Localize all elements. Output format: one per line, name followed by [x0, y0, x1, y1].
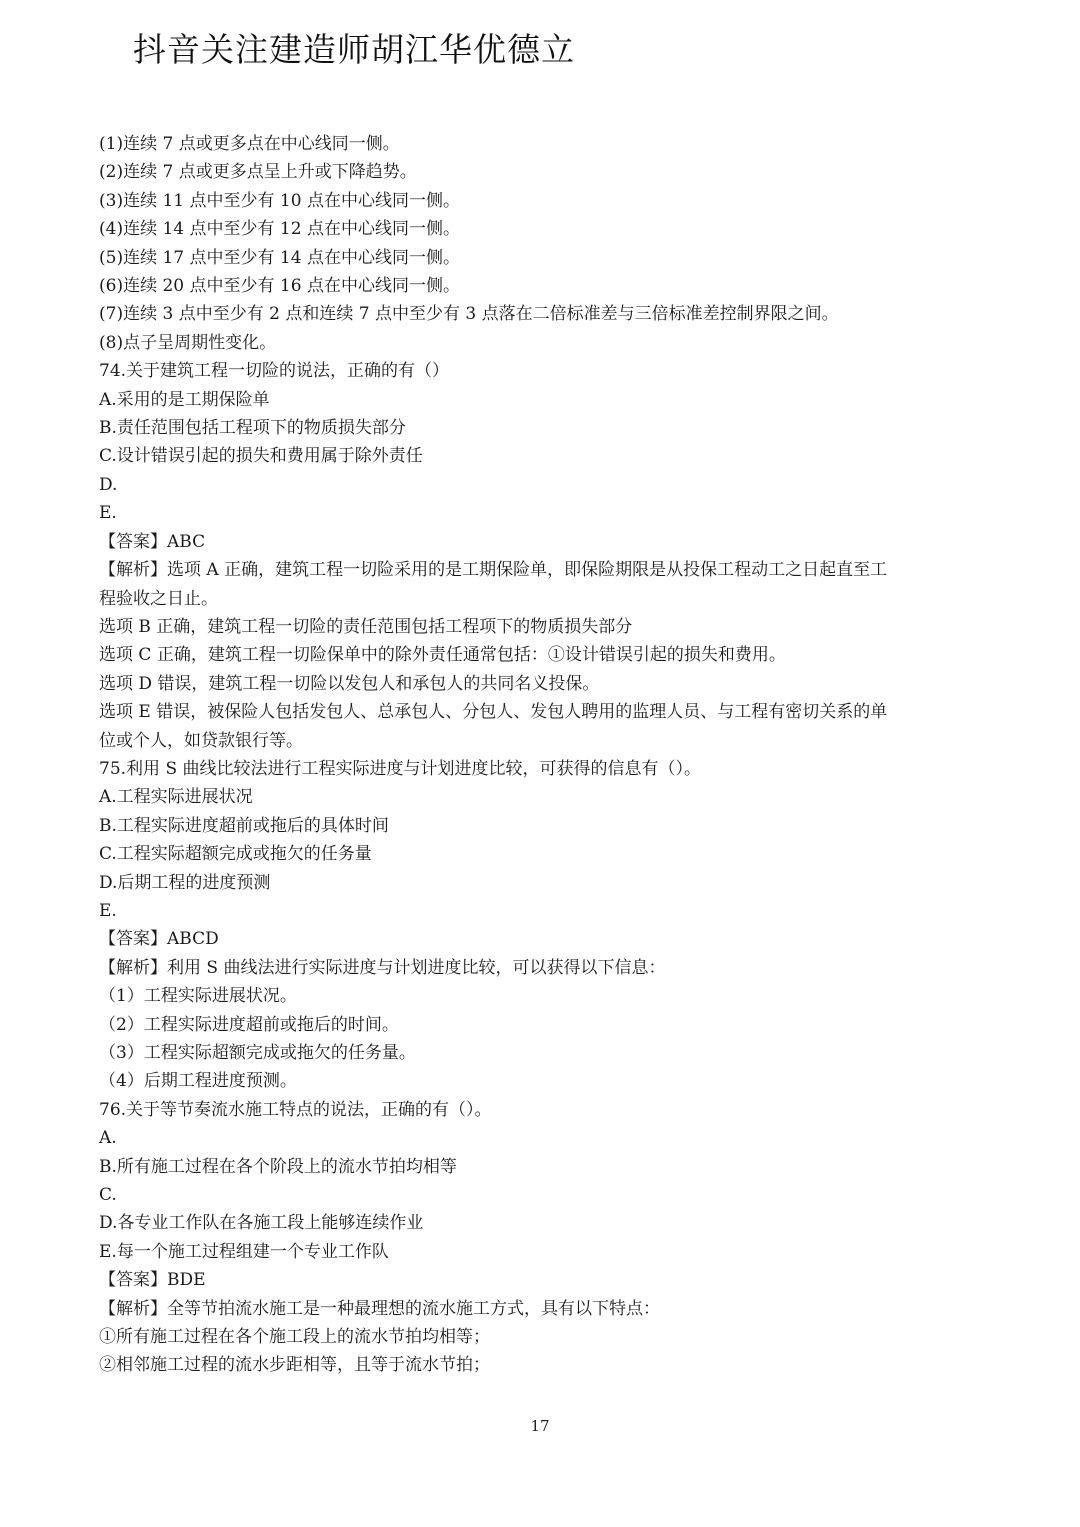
option-line: C.: [99, 1185, 117, 1206]
analysis-line: 【解析】选项 A 正确，建筑工程一切险采用的是工期保险单，即保险期限是从投保工程动工之日起直至工: [99, 560, 888, 581]
document-body: [99, 130, 989, 1380]
analysis-line: 位或个人，如贷款银行等。: [99, 730, 303, 751]
analysis-line: （2）工程实际进度超前或拖后的时间。: [99, 1014, 399, 1035]
option-line: A.工程实际进展状况: [99, 787, 253, 808]
option-line: A.: [99, 1128, 117, 1149]
option-line: B.所有施工过程在各个阶段上的流水节拍均相等: [99, 1156, 457, 1177]
option-line: B.责任范围包括工程项下的物质损失部分: [99, 418, 406, 439]
option-line: D.各专业工作队在各施工段上能够连续作业: [99, 1213, 424, 1234]
answer-line: 【答案】BDE: [99, 1270, 206, 1291]
text-line: (2)连续 7 点或更多点呈上升或下降趋势。: [99, 162, 417, 183]
text-line: (4)连续 14 点中至少有 12 点在中心线同一侧。: [99, 219, 460, 240]
option-line: D.: [99, 474, 118, 495]
answer-line: 【答案】ABC: [99, 531, 206, 552]
analysis-line: 程验收之日止。: [99, 588, 218, 609]
text-line: (3)连续 11 点中至少有 10 点在中心线同一侧。: [99, 190, 460, 211]
option-line: C.工程实际超额完成或拖欠的任务量: [99, 844, 372, 865]
analysis-line: 选项 E 错误，被保险人包括发包人、总承包人、分包人、发包人聘用的监理人员、与工程有密切关系的单: [99, 702, 888, 723]
analysis-line: 选项 D 错误，建筑工程一切险以发包人和承包人的共同名义投保。: [99, 673, 600, 694]
analysis-line: （4）后期工程进度预测。: [99, 1071, 297, 1092]
option-line: E.: [99, 900, 117, 921]
text-line: (6)连续 20 点中至少有 16 点在中心线同一侧。: [99, 276, 460, 297]
analysis-line: 【解析】利用 S 曲线法进行实际进度与计划进度比较，可以获得以下信息：: [99, 957, 666, 978]
question-76-stem: 76.关于等节奏流水施工特点的说法，正确的有（）。: [99, 1099, 492, 1120]
option-line: C.设计错误引起的损失和费用属于除外责任: [99, 446, 423, 467]
text-line: (8)点子呈周期性变化。: [99, 332, 277, 353]
page-number: 17: [530, 1417, 550, 1435]
option-line: D.后期工程的进度预测: [99, 872, 271, 893]
option-line: E.: [99, 503, 117, 524]
question-75-stem: 75.利用 S 曲线比较法进行工程实际进度与计划进度比较，可获得的信息有（）。: [99, 758, 701, 779]
answer-line: 【答案】ABCD: [99, 929, 219, 950]
question-74-stem: 74.关于建筑工程一切险的说法，正确的有（）: [99, 361, 450, 382]
analysis-line: （1）工程实际进展状况。: [99, 986, 297, 1007]
analysis-line: （3）工程实际超额完成或拖欠的任务量。: [99, 1043, 416, 1063]
option-line: E.每一个施工过程组建一个专业工作队: [99, 1241, 389, 1262]
text-line: (1)连续 7 点或更多点在中心线同一侧。: [99, 134, 400, 154]
text-line: (5)连续 17 点中至少有 14 点在中心线同一侧。: [99, 247, 460, 268]
option-line: B.工程实际进度超前或拖后的具体时间: [99, 815, 389, 836]
analysis-line: 【解析】全等节拍流水施工是一种最理想的流水施工方式，具有以下特点：: [99, 1298, 660, 1319]
page-header-title: 抖音关注建造师胡江华优德立: [133, 30, 575, 69]
text-line: (7)连续 3 点中至少有 2 点和连续 7 点中至少有 3 点落在二倍标准差与三倍标准差控制界限之间。: [99, 304, 839, 325]
analysis-line: 选项 C 正确，建筑工程一切险保单中的除外责任通常包括：①设计错误引起的损失和费用。: [99, 645, 786, 666]
analysis-line: ①所有施工过程在各个施工段上的流水节拍均相等；: [99, 1327, 490, 1348]
analysis-line: ②相邻施工过程的流水步距相等，且等于流水节拍；: [99, 1355, 490, 1376]
analysis-line: 选项 B 正确，建筑工程一切险的责任范围包括工程项下的物质损失部分: [99, 616, 633, 637]
option-line: A.采用的是工期保险单: [99, 389, 270, 410]
